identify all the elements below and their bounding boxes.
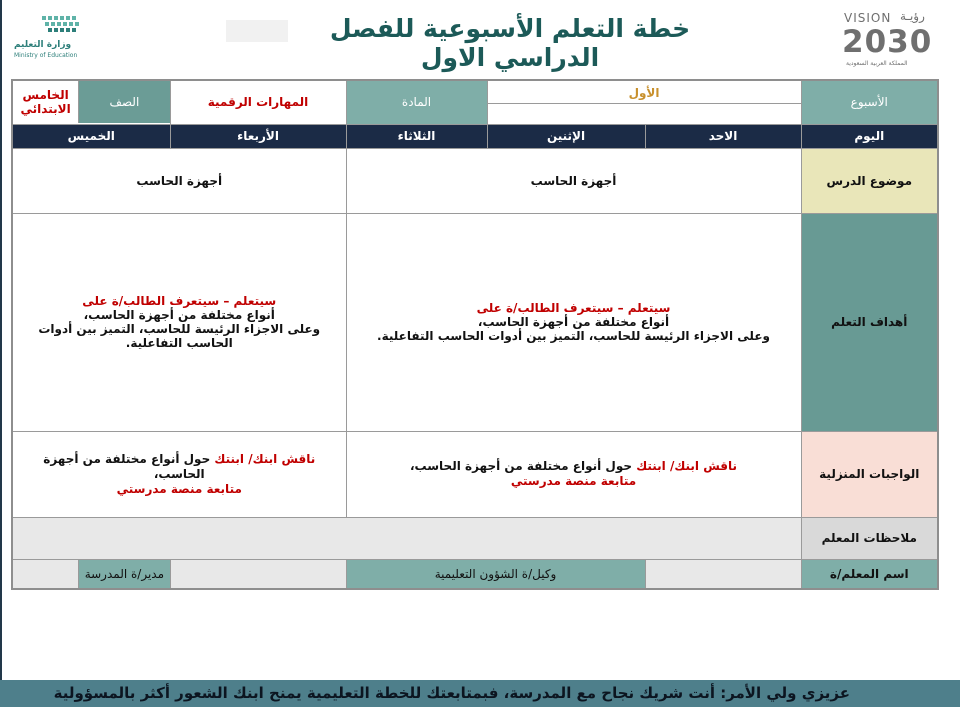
- objectives-first-lead: سيتعلم – سيتعرف الطالب/ة على: [476, 301, 671, 315]
- subject-value: المهارات الرقمية: [170, 80, 346, 124]
- grade-label: الصف: [79, 81, 170, 123]
- vision-word: VISION: [844, 11, 892, 25]
- objectives-cell-first: [346, 213, 801, 431]
- topic-label: موضوع الدرس: [801, 148, 938, 213]
- week-value: الأول: [488, 82, 801, 104]
- principal-cell: [12, 559, 170, 589]
- day-wednesday: الأربعاء: [170, 124, 346, 148]
- homework-first-line2: متابعة منصة مدرستي: [510, 474, 637, 488]
- ministry-name: وزارة التعليم: [14, 40, 72, 50]
- homework-row: [12, 431, 938, 517]
- vision-subtitle: المملكة العربية السعودية: [846, 60, 908, 67]
- vision-year: 2030: [842, 24, 933, 60]
- topic-row: [12, 148, 938, 213]
- ministry-subtitle: Ministry of Education: [14, 52, 78, 59]
- notes-row: [12, 517, 938, 559]
- principal-signature-field: [13, 560, 79, 588]
- homework-label: الواجبات المنزلية: [801, 431, 938, 517]
- objectives-row: [12, 213, 938, 431]
- homework-first-text: حول أنواع مختلفة من أجهزة الحاسب،: [409, 459, 632, 473]
- page-title: خطة التعلم الأسبوعية للفصل الدراسي الاول: [329, 14, 691, 72]
- parent-message-banner: عزيزي ولي الأمر: أنت شريك نجاح مع المدرسة، فبمتابعتك للخطة التعليمية يمنح ابنك الشعور أكثر بالمسؤولية: [0, 680, 960, 707]
- objectives-first-line1: أنواع مختلفة من أجهزة الحاسب،: [477, 315, 670, 329]
- topic-cell-first: أجهزة الحاسب: [346, 148, 801, 213]
- homework-first-lead: ناقش ابنك/ ابنتك: [636, 459, 738, 473]
- teacher-name-field: [645, 559, 801, 589]
- objectives-second-lead: سيتعلم – سيتعرف الطالب/ة على: [82, 294, 277, 308]
- homework-cell-second: [12, 431, 346, 517]
- week-value-cell: [487, 80, 801, 124]
- deputy-signature-field: [170, 559, 346, 589]
- day-monday: الإثنين: [487, 124, 645, 148]
- objectives-label: أهداف التعلم: [801, 213, 938, 431]
- days-row: [12, 124, 938, 148]
- day-tuesday: الثلاثاء: [346, 124, 487, 148]
- topic-cell-second: أجهزة الحاسب: [12, 148, 346, 213]
- homework-cell-first: [346, 431, 801, 517]
- left-edge-border: [0, 0, 2, 720]
- title-decoration: [226, 20, 288, 42]
- objectives-second-line1: أنواع مختلفة من أجهزة الحاسب،: [83, 308, 275, 322]
- grade-subtable: [13, 81, 170, 123]
- notes-cell: [12, 517, 801, 559]
- day-thursday: الخميس: [12, 124, 170, 148]
- subject-label: المادة: [346, 80, 487, 124]
- info-row: [12, 80, 938, 124]
- objectives-second-line2: وعلى الاجزاء الرئيسة للحاسب، التميز بين أدوات الحاسب التفاعلية.: [38, 322, 321, 350]
- principal-label: مدير/ة المدرسة: [79, 560, 170, 588]
- weekly-plan-table: [11, 79, 939, 590]
- week-extra-cell: [488, 104, 801, 122]
- homework-second-text: حول أنواع مختلفة من أجهزة الحاسب،: [43, 451, 211, 481]
- day-label: اليوم: [801, 124, 938, 148]
- objectives-cell-second: [12, 213, 346, 431]
- grade-cell: [12, 80, 170, 124]
- principal-subtable: [13, 560, 170, 588]
- ministry-logo-icon: [12, 12, 102, 42]
- grade-value: الخامس الابتدائي: [20, 88, 71, 117]
- vision-arabic-word: رؤيـة: [900, 9, 925, 23]
- footer-strip: [0, 707, 960, 720]
- page-header: [0, 0, 960, 75]
- homework-second-lead: ناقش ابنك/ ابنتك: [214, 451, 316, 466]
- teacher-name-label: اسم المعلم/ة: [801, 559, 938, 589]
- vision-2030-logo: [836, 8, 946, 68]
- deputy-label: وكيل/ة الشؤون التعليمية: [346, 559, 645, 589]
- objectives-first-line2: وعلى الاجزاء الرئيسة للحاسب، التميز بين أدوات الحاسب التفاعلية.: [377, 329, 770, 343]
- homework-second-line2: متابعة منصة مدرستي: [116, 481, 242, 496]
- signature-row: [12, 559, 938, 589]
- day-sunday: الاحد: [645, 124, 801, 148]
- notes-label: ملاحظات المعلم: [801, 517, 938, 559]
- week-label: الأسبوع: [801, 80, 938, 124]
